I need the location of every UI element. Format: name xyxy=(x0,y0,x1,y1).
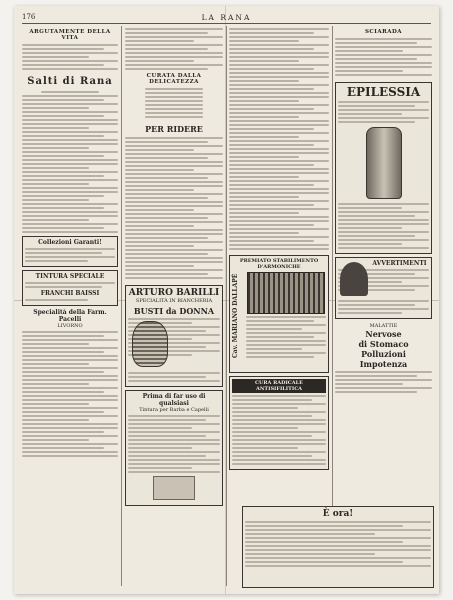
ad-collezioni xyxy=(22,236,118,267)
ad-tintura-barba xyxy=(125,390,223,506)
page-title: LA RANA xyxy=(201,13,252,22)
column-3 xyxy=(229,26,329,586)
ad-malattie xyxy=(335,323,432,393)
corset-illustration xyxy=(132,321,168,367)
ad-avvertimenti xyxy=(335,257,432,319)
ad-title: È ora! xyxy=(322,509,354,519)
column-divider xyxy=(121,26,122,586)
section-heading: ARGUTAMENTE DELLA VITA xyxy=(29,29,111,41)
ad-subtitle: SPECIALITÀ IN BIANCHERIA xyxy=(135,298,213,304)
section-heading: SCIARADA xyxy=(364,29,403,35)
section-heading-per-ridere: PER RIDERE xyxy=(145,124,203,134)
ad-subtitle: LIVORNO xyxy=(57,323,83,329)
section-heading: CURATA DALLA DELICATEZZA xyxy=(146,73,202,85)
ad-line: FRANCHI BAISSI xyxy=(40,290,100,297)
bottle-illustration xyxy=(366,127,402,199)
newspaper-page xyxy=(14,6,439,594)
page-header xyxy=(22,13,431,23)
ad-line: Nervose xyxy=(365,329,402,339)
column-divider xyxy=(226,26,227,586)
ad-product: BUSTI da DONNA xyxy=(133,306,215,316)
ad-title: PREMIATO STABILIMENTO D'ARMONICHE xyxy=(239,258,319,270)
ad-name: ARTURO BARILLI xyxy=(128,288,220,298)
accordion-illustration xyxy=(247,272,325,314)
ad-armoniche xyxy=(229,255,329,373)
ad-vertical-name: Cav. MARIANO DALLAPÉ xyxy=(232,273,239,359)
column-1 xyxy=(22,26,118,586)
bottle-illustration xyxy=(153,476,195,500)
ad-line: Impotenza xyxy=(359,359,408,369)
ad-e-ora xyxy=(242,506,434,588)
ad-line: di Stomaco xyxy=(358,339,409,349)
ad-title: Specialità della Farm. Pacelli xyxy=(33,309,107,323)
ad-tintura xyxy=(22,270,118,306)
ad-title: AVVERTIMENTI xyxy=(372,260,427,267)
portrait-illustration xyxy=(340,262,368,296)
ad-title: MALATTIE xyxy=(369,323,398,329)
ad-barilli xyxy=(125,285,223,387)
ad-cura-radicale xyxy=(229,376,329,470)
ad-title: Collezioni Garanti! xyxy=(38,239,102,246)
column-4 xyxy=(335,26,432,586)
ad-epilessia xyxy=(335,82,432,254)
column-divider xyxy=(332,26,333,586)
page-number: 176 xyxy=(22,13,36,21)
ad-line: Polluzioni xyxy=(361,349,406,359)
ad-question-sub: Tintura per Barba e Capelli xyxy=(139,407,209,413)
ad-farmacia xyxy=(22,309,118,457)
poem-title: Salti di Rana xyxy=(27,76,113,87)
ad-line: TINTURA SPECIALE xyxy=(35,273,105,280)
header-rule xyxy=(22,23,431,24)
ad-question: Prima di far uso di qualsiasi xyxy=(142,393,206,407)
ad-title: EPILESSIA xyxy=(346,85,421,99)
column-2 xyxy=(125,26,223,586)
ad-title: CURA RADICALE ANTISIFILITICA xyxy=(232,379,326,393)
